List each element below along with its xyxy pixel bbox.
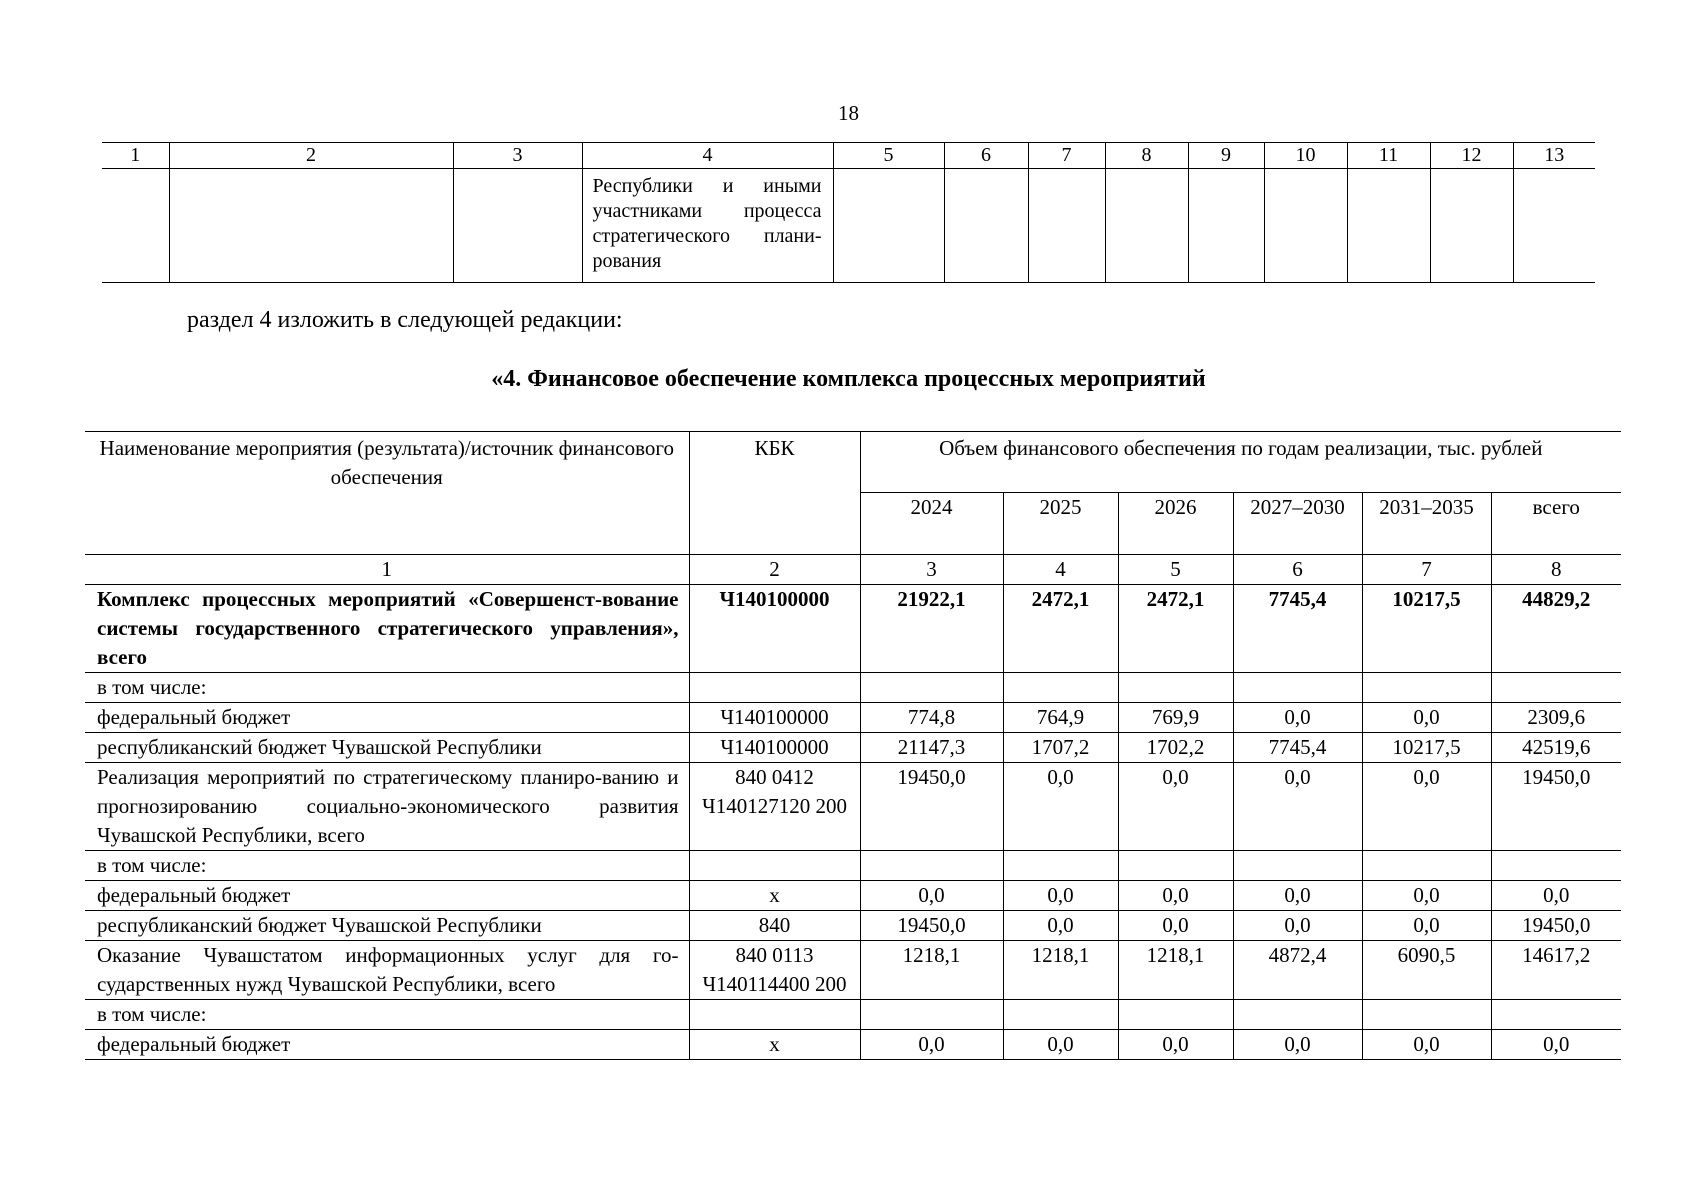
- col-index: 8: [1491, 555, 1621, 585]
- row-value: 10217,5: [1362, 585, 1491, 673]
- row-value: 0,0: [1118, 1030, 1233, 1060]
- row-name: в том числе:: [85, 851, 689, 881]
- row-value: 7745,4: [1233, 733, 1362, 763]
- row-name: республиканский бюджет Чувашской Республики: [85, 911, 689, 941]
- row-kbk: [689, 673, 860, 703]
- row-value: 21147,3: [860, 733, 1003, 763]
- table-row: [85, 1030, 1621, 1060]
- cell: [1347, 169, 1430, 283]
- continuation-row: [102, 169, 1595, 283]
- row-value: 0,0: [1003, 1030, 1118, 1060]
- col-index: 2: [689, 555, 860, 585]
- row-kbk: [689, 1000, 860, 1030]
- cell: [833, 169, 944, 283]
- row-value: 0,0: [1118, 911, 1233, 941]
- cell: [1513, 169, 1595, 283]
- table-row: [85, 911, 1621, 941]
- row-value: 2309,6: [1491, 703, 1621, 733]
- row-kbk: 840: [689, 911, 860, 941]
- row-name: республиканский бюджет Чувашской Республики: [85, 733, 689, 763]
- col-index: 3: [860, 555, 1003, 585]
- row-value: 0,0: [1233, 911, 1362, 941]
- table-row: [85, 673, 1621, 703]
- row-value: 10217,5: [1362, 733, 1491, 763]
- section-title: «4. Финансовое обеспечение комплекса процессных мероприятий: [491, 366, 1206, 392]
- col-index: 1: [85, 555, 689, 585]
- year-header: 2026: [1118, 492, 1233, 554]
- col-number: 2: [169, 143, 453, 169]
- row-value: [860, 1000, 1003, 1030]
- row-value: 4872,4: [1233, 941, 1362, 1000]
- row-value: 0,0: [860, 1030, 1003, 1060]
- row-value: 0,0: [1233, 881, 1362, 911]
- cell: [944, 169, 1028, 283]
- row-value: [1362, 673, 1491, 703]
- row-value: 7745,4: [1233, 585, 1362, 673]
- col-index: 7: [1362, 555, 1491, 585]
- row-name: федеральный бюджет: [85, 703, 689, 733]
- row-value: [1118, 1000, 1233, 1030]
- table-row: [85, 733, 1621, 763]
- row-value: 774,8: [860, 703, 1003, 733]
- row-value: 42519,6: [1491, 733, 1621, 763]
- row-value: 0,0: [1118, 881, 1233, 911]
- col-number: 11: [1347, 143, 1430, 169]
- row-value: [1491, 1000, 1621, 1030]
- row-value: [1118, 673, 1233, 703]
- row-value: [1003, 1000, 1118, 1030]
- row-value: 19450,0: [860, 911, 1003, 941]
- row-name: Оказание Чувашстатом информационных услуг для го-сударственных нужд Чувашской Республики, всего: [85, 941, 689, 1000]
- row-value: 1702,2: [1118, 733, 1233, 763]
- cell: [1430, 169, 1513, 283]
- finance-head-row: [85, 432, 1621, 493]
- row-value: 1707,2: [1003, 733, 1118, 763]
- col-number: 12: [1430, 143, 1513, 169]
- row-value: 1218,1: [1118, 941, 1233, 1000]
- row-value: 0,0: [1362, 911, 1491, 941]
- year-header: 2025: [1003, 492, 1118, 554]
- row-value: 0,0: [1362, 881, 1491, 911]
- row-value: 2472,1: [1118, 585, 1233, 673]
- row-value: 6090,5: [1362, 941, 1491, 1000]
- row-kbk: 840 0113 Ч140114400 200: [689, 941, 860, 1000]
- row-value: 21922,1: [860, 585, 1003, 673]
- row-value: [1003, 851, 1118, 881]
- row-value: 19450,0: [1491, 763, 1621, 851]
- col-number: 1: [102, 143, 169, 169]
- cell: [1188, 169, 1264, 283]
- row-value: 2472,1: [1003, 585, 1118, 673]
- row-value: 0,0: [1118, 763, 1233, 851]
- cell: [1028, 169, 1105, 283]
- row-value: [860, 851, 1003, 881]
- row-value: 19450,0: [860, 763, 1003, 851]
- row-value: 1218,1: [860, 941, 1003, 1000]
- table-row: [85, 585, 1621, 673]
- row-value: 769,9: [1118, 703, 1233, 733]
- cell: [453, 169, 582, 283]
- row-kbk: Ч140100000: [689, 585, 860, 673]
- row-value: 44829,2: [1491, 585, 1621, 673]
- row-kbk: Ч140100000: [689, 733, 860, 763]
- year-header: 2024: [860, 492, 1003, 554]
- head-volume: Объем финансового обеспечения по годам реализации, тыс. рублей: [860, 432, 1621, 493]
- year-header: 2031–2035: [1362, 492, 1491, 554]
- row-value: 0,0: [1003, 763, 1118, 851]
- row-value: 0,0: [1003, 881, 1118, 911]
- col-index: 5: [1118, 555, 1233, 585]
- row-value: 0,0: [1491, 1030, 1621, 1060]
- row-value: [1233, 1000, 1362, 1030]
- continuation-header-row: [102, 143, 1595, 169]
- row-value: 19450,0: [1491, 911, 1621, 941]
- row-value: [860, 673, 1003, 703]
- row-value: [1491, 673, 1621, 703]
- col-number: 3: [453, 143, 582, 169]
- row-value: [1362, 1000, 1491, 1030]
- table-row: [85, 703, 1621, 733]
- row-kbk: [689, 851, 860, 881]
- row-name: федеральный бюджет: [85, 1030, 689, 1060]
- head-kbk: КБК: [689, 432, 860, 555]
- row-value: [1362, 851, 1491, 881]
- row-name: в том числе:: [85, 1000, 689, 1030]
- row-value: 0,0: [1491, 881, 1621, 911]
- cell: [1105, 169, 1188, 283]
- row-value: 764,9: [1003, 703, 1118, 733]
- year-header: всего: [1491, 492, 1621, 554]
- page-number: 18: [838, 101, 859, 125]
- instruction-text: раздел 4 изложить в следующей редакции:: [187, 307, 623, 333]
- row-value: 0,0: [1362, 763, 1491, 851]
- row-value: 1218,1: [1003, 941, 1118, 1000]
- year-header: 2027–2030: [1233, 492, 1362, 554]
- cell-text: Республики и иными участниками процесса стратегического плани-рования: [582, 169, 833, 283]
- col-index: 6: [1233, 555, 1362, 585]
- row-value: [1491, 851, 1621, 881]
- row-name: Реализация мероприятий по стратегическому планиро-ванию и прогнозированию социально-экономического развития Чувашской Республики, всего: [85, 763, 689, 851]
- row-value: [1003, 673, 1118, 703]
- continuation-table: [102, 142, 1595, 283]
- column-index-row: [85, 555, 1621, 585]
- cell: [1264, 169, 1347, 283]
- col-number: 9: [1188, 143, 1264, 169]
- row-name: федеральный бюджет: [85, 881, 689, 911]
- row-kbk: Ч140100000: [689, 703, 860, 733]
- head-name: Наименование мероприятия (результата)/источник финансового обеспечения: [85, 432, 689, 555]
- finance-table: [85, 431, 1621, 1060]
- cell: [102, 169, 169, 283]
- col-number: 5: [833, 143, 944, 169]
- row-value: 14617,2: [1491, 941, 1621, 1000]
- row-value: 0,0: [860, 881, 1003, 911]
- col-index: 4: [1003, 555, 1118, 585]
- row-value: [1233, 851, 1362, 881]
- col-number: 8: [1105, 143, 1188, 169]
- row-value: 0,0: [1362, 703, 1491, 733]
- row-name: Комплекс процессных мероприятий «Совершенст-вование системы государственного стратегического управления», всего: [85, 585, 689, 673]
- row-value: [1233, 673, 1362, 703]
- cell: [169, 169, 453, 283]
- col-number: 6: [944, 143, 1028, 169]
- col-number: 10: [1264, 143, 1347, 169]
- table-row: [85, 881, 1621, 911]
- col-number: 7: [1028, 143, 1105, 169]
- row-value: 0,0: [1362, 1030, 1491, 1060]
- table-row: [85, 851, 1621, 881]
- table-row: [85, 941, 1621, 1000]
- row-value: 0,0: [1233, 763, 1362, 851]
- table-row: [85, 1000, 1621, 1030]
- row-value: 0,0: [1233, 703, 1362, 733]
- row-kbk: x: [689, 881, 860, 911]
- row-kbk: x: [689, 1030, 860, 1060]
- col-number: 4: [582, 143, 833, 169]
- col-number: 13: [1513, 143, 1595, 169]
- row-value: 0,0: [1003, 911, 1118, 941]
- row-value: [1118, 851, 1233, 881]
- table-row: [85, 763, 1621, 851]
- row-value: 0,0: [1233, 1030, 1362, 1060]
- row-kbk: 840 0412 Ч140127120 200: [689, 763, 860, 851]
- row-name: в том числе:: [85, 673, 689, 703]
